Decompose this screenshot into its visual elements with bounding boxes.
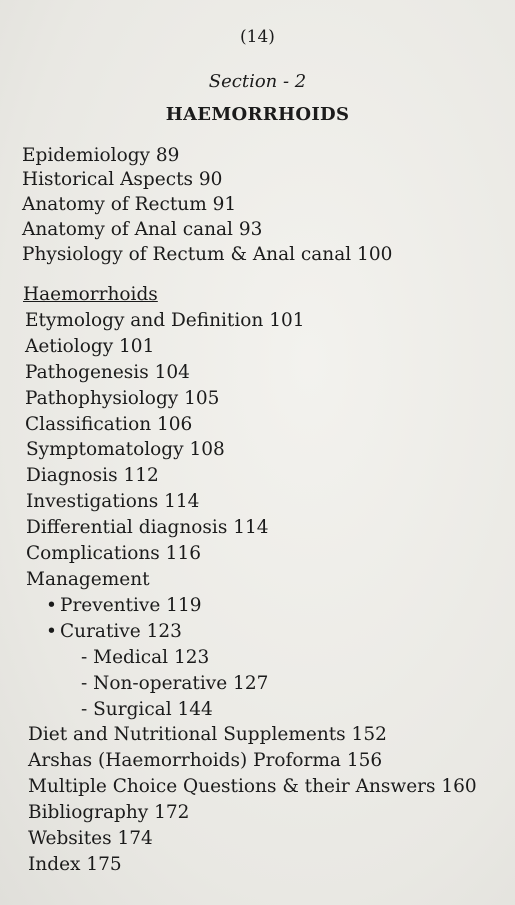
toc-entry: Diagnosis 112 (26, 465, 159, 486)
toc-entry: Investigations 114 (26, 491, 200, 512)
toc-entry: Classification 106 (25, 414, 193, 435)
toc-subentry-label: Curative 123 (60, 621, 182, 642)
toc-subentry-label: Preventive 119 (60, 595, 202, 616)
toc-entry: Multiple Choice Questions & their Answers 160 (28, 776, 477, 797)
toc-entry: Epidemiology 89 (22, 145, 180, 166)
section-label: Section - 2 (208, 71, 307, 92)
toc-entry: Physiology of Rectum & Anal canal 100 (22, 244, 393, 265)
toc-entry: Differential diagnosis 114 (26, 517, 269, 538)
toc-subsubentry: - Surgical 144 (81, 699, 213, 720)
toc-entry: Symptomatology 108 (26, 439, 225, 460)
toc-entry: Arshas (Haemorrhoids) Proforma 156 (28, 750, 383, 771)
toc-entry: Pathophysiology 105 (25, 388, 220, 409)
toc-entry: Complications 116 (26, 543, 201, 564)
toc-subentry (46, 620, 182, 644)
toc-subsubentry: - Non-operative 127 (81, 673, 269, 694)
toc-subsubentry: - Medical 123 (81, 647, 210, 668)
toc-entry: Websites 174 (28, 828, 153, 849)
section-title: HAEMORRHOIDS (165, 104, 350, 125)
toc-entry: Anatomy of Rectum 91 (22, 194, 237, 215)
toc-entry: Aetiology 101 (25, 336, 155, 357)
toc-subentry (46, 594, 202, 618)
toc-entry: Anatomy of Anal canal 93 (22, 219, 263, 240)
toc-entry: Index 175 (28, 854, 122, 875)
toc-entry: Diet and Nutritional Supplements 152 (28, 724, 387, 745)
toc-entry: Etymology and Definition 101 (25, 310, 305, 331)
page-number: (14) (240, 27, 275, 47)
subheading: Haemorrhoids (23, 284, 158, 305)
toc-entry: Bibliography 172 (28, 802, 190, 823)
toc-entry: Historical Aspects 90 (22, 169, 223, 190)
toc-entry: Pathogenesis 104 (25, 362, 190, 383)
toc-entry: Management (26, 569, 150, 590)
